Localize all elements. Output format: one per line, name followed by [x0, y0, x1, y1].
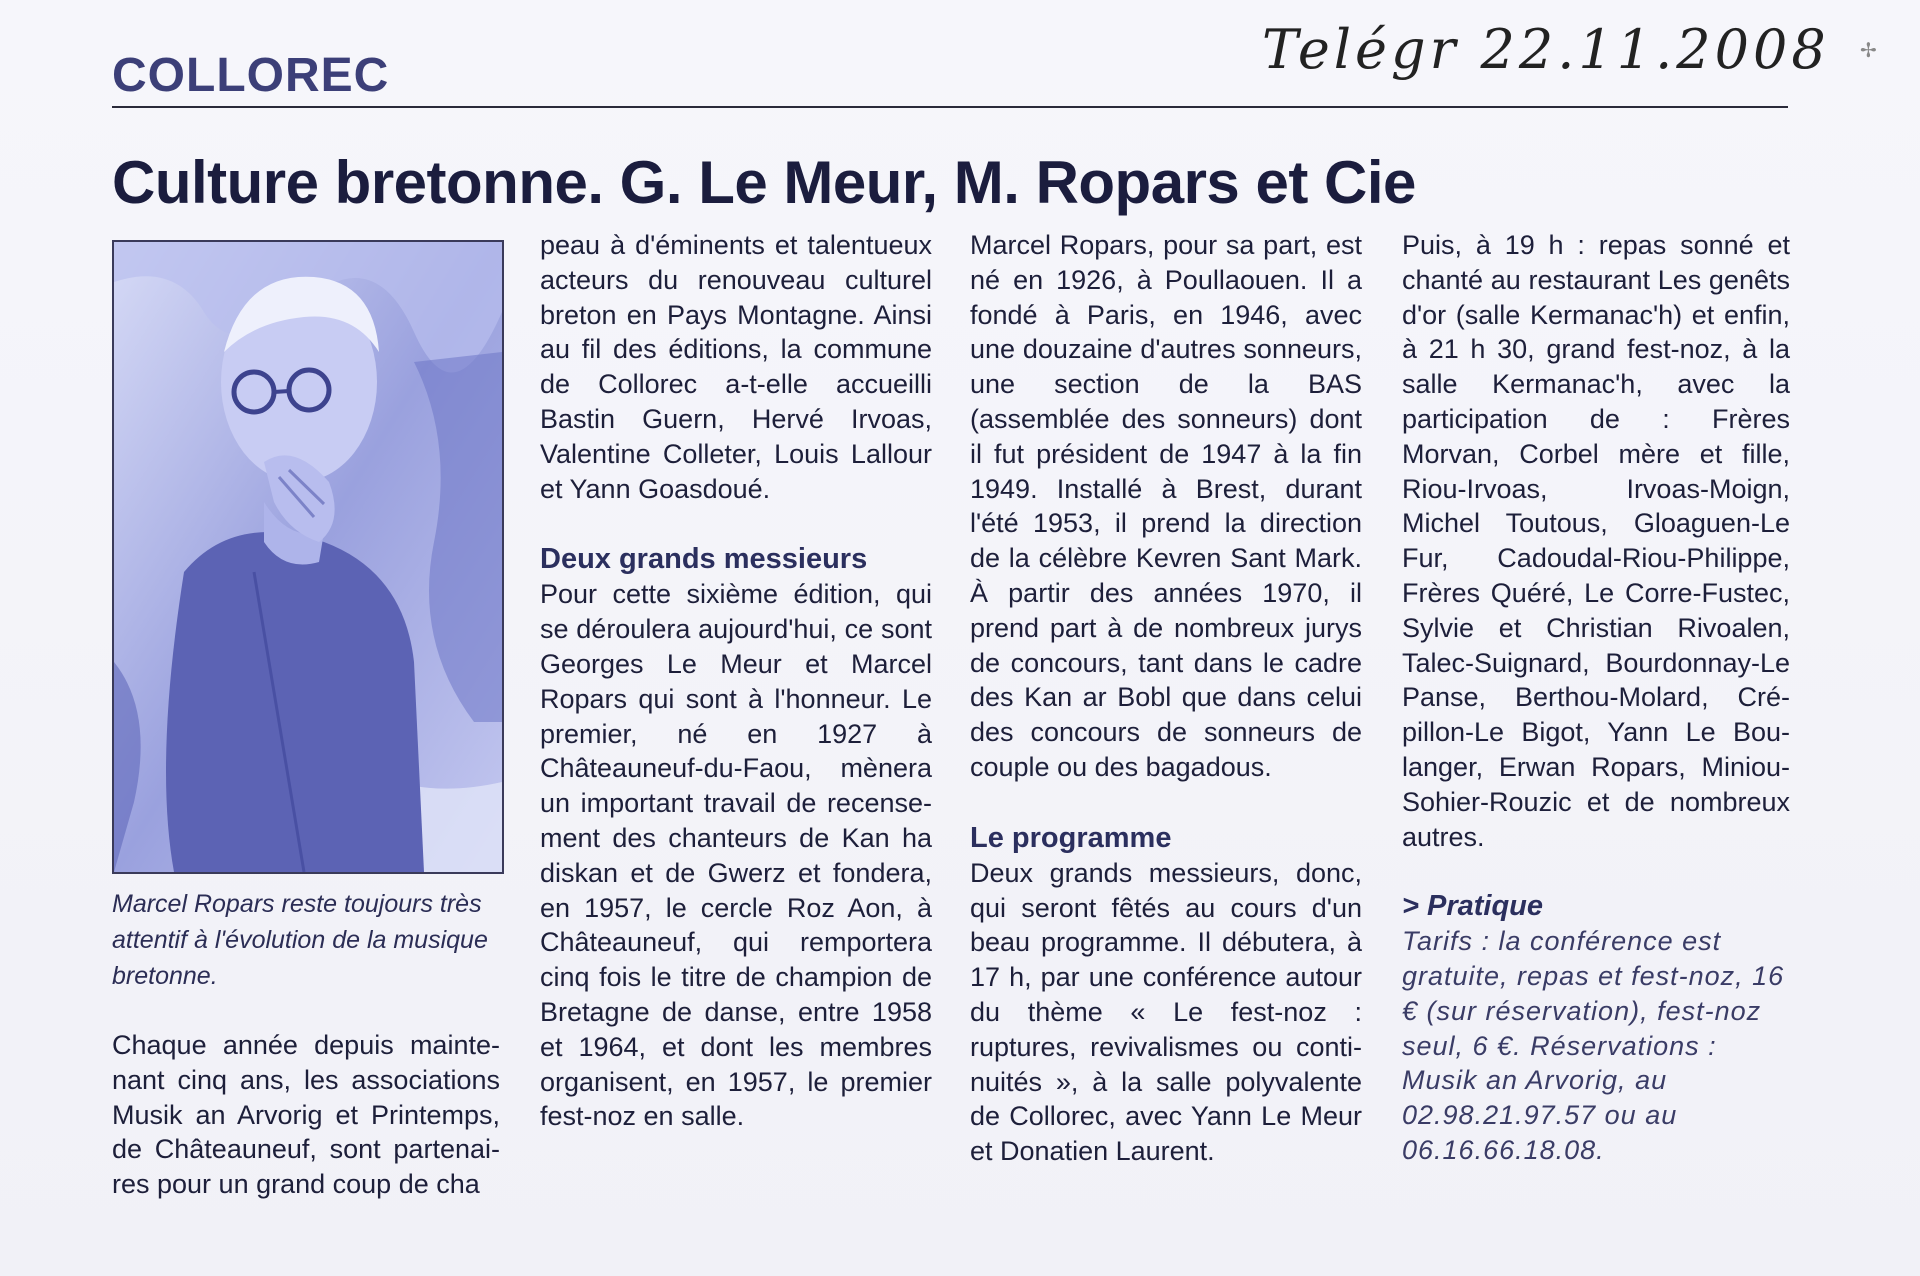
header-rule	[112, 106, 1788, 108]
portrait-photo	[112, 240, 504, 874]
article-headline: Culture bretonne. G. Le Meur, M. Ropars et Cie	[112, 149, 1416, 216]
pratique-info: Tarifs : la conférence est gratuite, repas et fest-noz, 16 € (sur réservation), fest-noz seul, 6 €. Réservations : Musik an Arvorig, au 02.98.21.97.57 ou au 06.16.66.18.08.	[1402, 926, 1785, 1165]
subheading-deux-grands-messieurs: Deux grands messieurs	[540, 543, 868, 576]
star-mark-icon: ✢	[1860, 40, 1877, 62]
paragraph: Puis, à 19 h : repas sonné et chanté au restaurant Les genêts d'or (salle Kermanac'h) et enfin, à 21 h 30, grand fest-noz, à la salle Kermanac'h, avec la participation de : Frères Morvan, Corbel mère et fille, Riou-Irvoas, Irvoas-Moign, Michel Toutous, Gloaguen-Le Fur, Cadoudal-Riou-Philippe, Frères Quéré, Le Corre-Fustec, Sylvie et Christian Rivoalen, Talec-Suignard, Bourdonnay-Le Panse, Berthou-Molard, Crépillon-Le Bigot, Yann Le Boulanger, Erwan Ropars, Miniou-Sohier-Rouzic et de nombreux autres.	[1402, 230, 1790, 852]
subheading-le-programme: Le programme	[970, 821, 1172, 854]
article-column-1	[112, 1028, 500, 1202]
paragraph: peau à d'éminents et talentueux acteurs du renouveau culturel breton en Pays Montagne. Ainsi au fil des éditions, la commune de Collorec a-t-elle accueilli Bastin Guern, Hervé Irvoas, Valentine Colleter, Louis Lallour et Yann Goasdoué.	[540, 230, 932, 504]
article-column-4	[1402, 228, 1790, 1168]
paragraph: Marcel Ropars, pour sa part, est né en 1926, à Poullaouen. Il a fondé à Paris, en 1946, avec une douzaine d'autres sonneurs, une section de la BAS (assemblée des sonneurs) dont il fut président de 1947 à la fin 1949. Installé à Brest, durant l'été 1953, il prend la direction de la célèbre Kevren Sant Mark. À partir des années 1970, il prend part à de nombreux jurys de concours, tant dans le cadre des Kan ar Bobl que dans celui des concours de sonneurs de couple ou des bagadous.	[970, 230, 1362, 782]
paragraph: Deux grands messieurs, donc, qui seront fêtés au cours d'un beau programme. Il débutera, à 17 h, par une conférence autour du thème « Le fest-noz : ruptures, revivalismes ou continuités », à la salle polyvalente de Collorec, avec Yann Le Meur et Donatien Laurent.	[970, 857, 1362, 1167]
photo-caption: Marcel Ropars reste toujours très attentif à l'évolution de la musique bretonne.	[112, 890, 488, 990]
article-column-3	[970, 228, 1362, 1169]
section-label: COLLOREC	[112, 49, 390, 102]
pratique-heading: > Pratique	[1402, 890, 1544, 923]
handwritten-date-note: Telégr 22.11.2008	[1262, 18, 1830, 81]
article-column-2	[540, 228, 932, 1134]
paragraph: Chaque année depuis maintenant cinq ans, les associations Musik an Arvorig et Printemps, de Châteauneuf, sont partenaires pour un grand coup de cha	[112, 1030, 500, 1200]
paragraph: Pour cette sixième édition, qui se déroulera aujourd'hui, ce sont Georges Le Meur et Marcel Ropars qui sont à l'honneur. Le premier, né en 1927 à Châteauneuf-du-Faou, mènera un important travail de recensement des chanteurs de Kan ha diskan et de Gwerz et fondera, en 1957, le cercle Roz Aon, à Châteauneuf, qui remportera cinq fois le titre de champion de Bretagne de danse, entre 1958 et 1964, et dont les membres organisent, en 1957, le premier fest-noz en salle.	[540, 579, 932, 1132]
